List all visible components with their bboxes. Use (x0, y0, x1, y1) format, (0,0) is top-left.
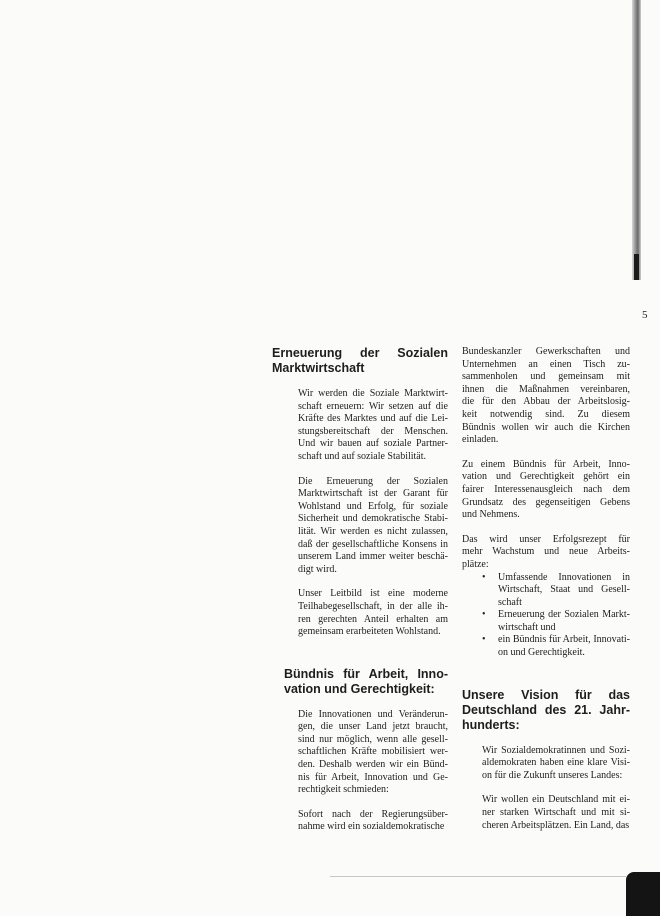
text-line: Das wird unser Erfolgsrezept für (462, 533, 630, 545)
text-line: schaft (498, 596, 522, 608)
text-line: einladen. (462, 434, 499, 446)
text-line: schaftlichen Kräfte mobilisiert wer- (298, 746, 448, 758)
list-item (462, 634, 630, 659)
text-line: Wohlstand und Erfolg, für soziale (298, 500, 448, 512)
text-line: ihnen die Maßnahmen vereinbaren, (462, 383, 630, 395)
text-line: mehr Wachstum und neue Arbeits- (462, 546, 630, 558)
text-line: Wir werden die Soziale Marktwirt- (298, 388, 448, 399)
text-line: Wir Sozialdemokratinnen und Sozi- (482, 744, 630, 756)
heading-erneuerung (272, 346, 448, 376)
left-column (272, 346, 448, 834)
text-line: schaft erneuern: Wir setzen auf die (298, 400, 448, 412)
text-line: ren gerechten Anteil erhalten am (298, 613, 448, 625)
text-line: digt wird. (298, 563, 337, 575)
text-line: Und wir bauen auf soziale Partner- (298, 438, 448, 450)
text-line: gemeinsam erarbeiteten Wohlstand. (298, 626, 441, 638)
text-line: Wirtschaft, Staat und Gesell- (498, 584, 630, 596)
text-line: unserem Land immer weiter beschä- (298, 551, 448, 563)
text-line: Kräfte des Marktes und auf die Lei- (298, 413, 448, 425)
scan-edge-mark (634, 254, 639, 280)
text-line: Sofort nach der Regierungsüber- (298, 808, 448, 820)
text-line: nis für Arbeit, Innovation und Ge- (298, 771, 448, 783)
text-line: Sicherheit und demokratische Stabi- (298, 513, 448, 525)
text-line: Teilhabegesellschaft, in der alle ih- (298, 600, 448, 612)
paragraph (272, 709, 448, 797)
paragraph (462, 745, 630, 783)
text-line: Marktwirtschaft ist der Garant für (298, 488, 448, 500)
text-line: • ein Bündnis für Arbeit, Innovati- (498, 634, 630, 646)
text-line: on und Gerechtigkeit. (498, 647, 585, 659)
text-line: Unsere Vision für das (462, 687, 630, 702)
text-line: Grundsatz des gegenseitigen Gebens (462, 496, 630, 508)
text-line: Marktwirtschaft (272, 361, 365, 375)
text-line: cheren Arbeitsplätzen. Ein Land, das (482, 819, 630, 831)
text-line: Erneuerung der Sozialen (272, 346, 448, 360)
text-line: Bundeskanzler Gewerkschaften und (462, 346, 630, 357)
text-line: den. Deshalb werden wir ein Bünd- (298, 759, 448, 771)
text-line: keit notwendig sind. Zu diesem (462, 408, 630, 420)
text-line: fairer Interessenausgleich nach dem (462, 483, 630, 495)
paragraph (272, 388, 448, 464)
text-line: Bündnis für Arbeit, Inno- (284, 666, 448, 681)
right-column (462, 346, 630, 832)
text-line: on für die Zukunft unseres Landes: (482, 769, 623, 781)
text-line: • Erneuerung der Sozialen Markt- (498, 609, 630, 621)
text-line: sammenholen und gemeinsam mit (462, 371, 630, 383)
paragraph (462, 459, 630, 522)
text-line: Unternehmen an einen Tisch zu- (462, 358, 630, 370)
text-line: hunderts: (462, 717, 520, 732)
text-line: aldemokraten haben eine klare Visi- (482, 757, 630, 769)
page-number: 5 (642, 309, 648, 321)
text-line: stungsbereitschaft der Menschen. (298, 425, 448, 437)
text-line: vation und Gerechtigkeit gehört ein (462, 471, 630, 483)
paragraph (462, 346, 630, 447)
paragraph (272, 476, 448, 577)
text-line: die für den Abbau der Arbeitslosig- (462, 396, 630, 408)
text-line: gen, die unser Land jetzt braucht, (298, 721, 448, 733)
heading-vision (462, 688, 630, 733)
scan-corner-shadow (626, 872, 660, 916)
text-line: • Umfassende Innovationen in (498, 571, 630, 583)
list-item (462, 609, 630, 634)
paragraph (272, 809, 448, 834)
text-line: Deutschland des 21. Jahr- (462, 702, 630, 717)
paragraph (462, 794, 630, 832)
text-line: Zu einem Bündnis für Arbeit, Inno- (462, 458, 630, 470)
text-line: Die Erneuerung der Sozialen (298, 475, 448, 487)
list-item (462, 572, 630, 610)
text-line: rechtigkeit schmieden: (298, 784, 389, 796)
text-line: plätze: (462, 558, 489, 570)
text-line: Bündnis wollen wir auch die Kirchen (462, 421, 630, 433)
text-line: Wir wollen ein Deutschland mit ei- (482, 794, 630, 806)
text-line: Die Innovationen und Veränderun- (298, 708, 448, 720)
bullet-list (462, 572, 630, 660)
paragraph (462, 534, 630, 572)
text-line: ner starken Wirtschaft und mit si- (482, 807, 630, 819)
text-line: daß der gesellschaftliche Konsens in (298, 538, 448, 550)
text-line: nahme wird ein sozialdemokratische (298, 821, 445, 833)
scan-edge-right (632, 0, 641, 280)
heading-buendnis (272, 667, 448, 697)
text-line: sind nur möglich, wenn alle gesell- (298, 733, 448, 745)
text-line: schaft und auf soziale Stabilität. (298, 450, 427, 462)
text-line: und Nehmens. (462, 509, 520, 521)
text-line: Unser Leitbild ist eine moderne (298, 588, 448, 600)
scan-bottom-line (330, 876, 626, 877)
text-line: vation und Gerechtigkeit: (284, 681, 435, 696)
text-line: lität. Wir werden es nicht zulassen, (298, 525, 448, 537)
paragraph (272, 588, 448, 638)
text-line: wirtschaft und (498, 621, 556, 633)
